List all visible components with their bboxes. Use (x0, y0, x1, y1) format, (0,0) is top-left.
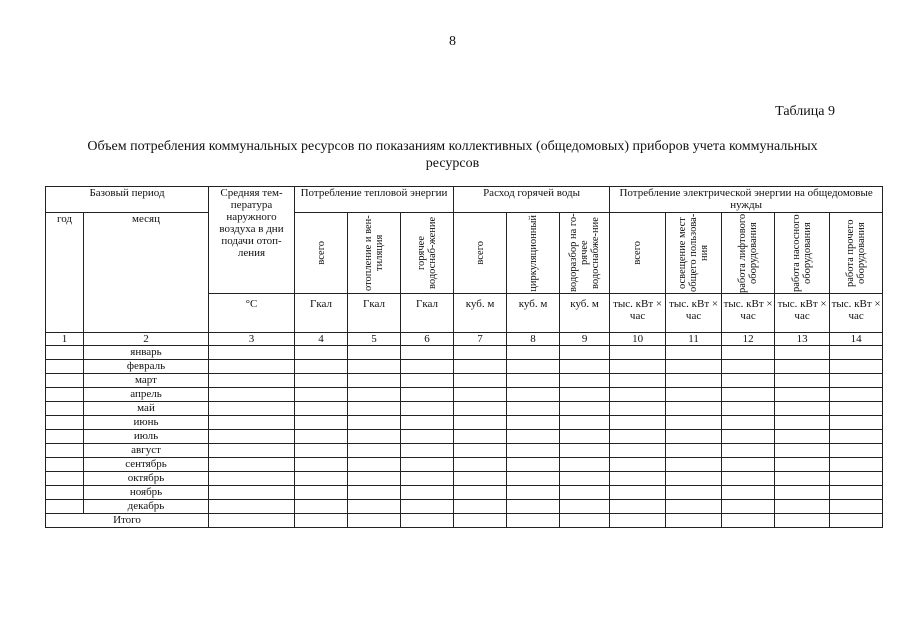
empty-cell (348, 374, 401, 388)
total-row (46, 514, 883, 528)
empty-cell (507, 514, 560, 528)
empty-cell (775, 374, 830, 388)
empty-cell (830, 430, 883, 444)
empty-cell (560, 346, 610, 360)
empty-cell (454, 458, 507, 472)
empty-cell (666, 500, 722, 514)
empty-cell (454, 500, 507, 514)
table-row (46, 374, 883, 388)
empty-cell (507, 416, 560, 430)
empty-cell (722, 472, 775, 486)
empty-cell (401, 416, 454, 430)
empty-cell (507, 388, 560, 402)
empty-cell (722, 486, 775, 500)
unit-cell: куб. м (507, 294, 560, 333)
empty-cell (348, 430, 401, 444)
empty-cell (722, 360, 775, 374)
empty-cell (209, 514, 295, 528)
empty-cell (666, 402, 722, 416)
empty-cell (46, 458, 84, 472)
empty-cell (560, 402, 610, 416)
empty-cell (507, 402, 560, 416)
column-number: 8 (507, 333, 560, 346)
table-label: Таблица 9 (775, 104, 835, 119)
empty-cell (722, 500, 775, 514)
empty-cell (209, 388, 295, 402)
empty-cell (401, 500, 454, 514)
empty-cell (722, 374, 775, 388)
empty-cell (348, 402, 401, 416)
heat-col-hotwater: горячее водоснаб-жение (401, 213, 454, 294)
heat-col-heating: отопление и вен-тиляция (348, 213, 401, 294)
empty-cell (507, 458, 560, 472)
empty-cell (775, 346, 830, 360)
unit-cell: тыс. кВт × час (666, 294, 722, 333)
empty-cell (209, 416, 295, 430)
empty-cell (775, 500, 830, 514)
empty-cell (209, 346, 295, 360)
empty-cell (666, 430, 722, 444)
empty-cell (722, 388, 775, 402)
column-number: 14 (830, 333, 883, 346)
empty-cell (610, 486, 666, 500)
empty-cell (209, 402, 295, 416)
month-cell: октябрь (84, 472, 209, 486)
empty-cell (666, 416, 722, 430)
empty-cell (830, 402, 883, 416)
unit-cell: Гкал (348, 294, 401, 333)
empty-cell (666, 388, 722, 402)
empty-cell (830, 500, 883, 514)
column-number: 1 (46, 333, 84, 346)
hotwater-col-total: всего (454, 213, 507, 294)
empty-cell (722, 416, 775, 430)
empty-cell (775, 388, 830, 402)
empty-cell (401, 444, 454, 458)
empty-cell (209, 374, 295, 388)
month-cell: декабрь (84, 500, 209, 514)
month-cell: июль (84, 430, 209, 444)
empty-cell (775, 514, 830, 528)
column-number: 4 (295, 333, 348, 346)
empty-cell (401, 388, 454, 402)
empty-cell (348, 514, 401, 528)
empty-cell (348, 346, 401, 360)
empty-cell (46, 472, 84, 486)
month-cell: август (84, 444, 209, 458)
column-number: 12 (722, 333, 775, 346)
empty-cell (830, 416, 883, 430)
empty-cell (46, 346, 84, 360)
empty-cell (401, 360, 454, 374)
empty-cell (401, 472, 454, 486)
empty-cell (830, 388, 883, 402)
empty-cell (295, 416, 348, 430)
empty-cell (775, 486, 830, 500)
empty-cell (775, 430, 830, 444)
year-header: год (46, 213, 84, 333)
table-row (46, 472, 883, 486)
empty-cell (401, 458, 454, 472)
empty-cell (507, 500, 560, 514)
elec-col-pump: работа насосного оборудования (775, 213, 830, 294)
column-number: 13 (775, 333, 830, 346)
table-row (46, 346, 883, 360)
unit-cell: тыс. кВт × час (610, 294, 666, 333)
empty-cell (666, 444, 722, 458)
empty-cell (454, 472, 507, 486)
empty-cell (46, 500, 84, 514)
unit-cell: Гкал (401, 294, 454, 333)
empty-cell (454, 402, 507, 416)
column-number: 3 (209, 333, 295, 346)
empty-cell (295, 486, 348, 500)
month-cell: ноябрь (84, 486, 209, 500)
empty-cell (348, 360, 401, 374)
month-cell: май (84, 402, 209, 416)
empty-cell (666, 486, 722, 500)
table-row (46, 360, 883, 374)
table-row (46, 430, 883, 444)
unit-cell: тыс. кВт × час (830, 294, 883, 333)
empty-cell (610, 360, 666, 374)
empty-cell (295, 430, 348, 444)
empty-cell (401, 346, 454, 360)
table-row (46, 500, 883, 514)
empty-cell (775, 402, 830, 416)
empty-cell (610, 402, 666, 416)
empty-cell (454, 374, 507, 388)
empty-cell (610, 346, 666, 360)
empty-cell (46, 374, 84, 388)
elec-col-elevator: работа лифтового оборудования (722, 213, 775, 294)
empty-cell (295, 374, 348, 388)
column-number: 2 (84, 333, 209, 346)
empty-cell (722, 346, 775, 360)
empty-cell (401, 374, 454, 388)
empty-cell (775, 458, 830, 472)
unit-cell: Гкал (295, 294, 348, 333)
empty-cell (209, 500, 295, 514)
empty-cell (348, 444, 401, 458)
elec-col-other: работа прочего оборудования (830, 213, 883, 294)
hotwater-group-header: Расход горячей воды (454, 187, 610, 213)
empty-cell (401, 514, 454, 528)
empty-cell (507, 360, 560, 374)
column-number: 11 (666, 333, 722, 346)
empty-cell (560, 458, 610, 472)
empty-cell (454, 514, 507, 528)
empty-cell (560, 360, 610, 374)
avg-temp-header: Средняя тем-пература наружного воздуха в дни подачи отоп-ления (209, 187, 295, 294)
empty-cell (666, 360, 722, 374)
empty-cell (209, 430, 295, 444)
empty-cell (560, 444, 610, 458)
page-number: 8 (449, 34, 456, 49)
column-number: 6 (401, 333, 454, 346)
empty-cell (830, 374, 883, 388)
empty-cell (507, 430, 560, 444)
empty-cell (454, 360, 507, 374)
empty-cell (507, 486, 560, 500)
empty-cell (46, 360, 84, 374)
column-number: 5 (348, 333, 401, 346)
table-row (46, 444, 883, 458)
empty-cell (401, 486, 454, 500)
table-row (46, 486, 883, 500)
empty-cell (295, 458, 348, 472)
table-row (46, 402, 883, 416)
empty-cell (830, 514, 883, 528)
empty-cell (666, 374, 722, 388)
column-number: 10 (610, 333, 666, 346)
base-period-header: Базовый период (46, 187, 209, 213)
empty-cell (209, 458, 295, 472)
elec-col-total: всего (610, 213, 666, 294)
empty-cell (295, 388, 348, 402)
hotwater-col-draw: водоразбор на го-рячее водоснабже-ние (560, 213, 610, 294)
empty-cell (830, 458, 883, 472)
empty-cell (830, 486, 883, 500)
empty-cell (401, 430, 454, 444)
table-row (46, 388, 883, 402)
empty-cell (454, 430, 507, 444)
empty-cell (209, 472, 295, 486)
empty-cell (775, 472, 830, 486)
empty-cell (722, 514, 775, 528)
empty-cell (830, 346, 883, 360)
empty-cell (454, 388, 507, 402)
month-cell: январь (84, 346, 209, 360)
empty-cell (610, 430, 666, 444)
empty-cell (46, 430, 84, 444)
empty-cell (454, 416, 507, 430)
empty-cell (775, 444, 830, 458)
empty-cell (209, 360, 295, 374)
unit-cell: куб. м (560, 294, 610, 333)
empty-cell (722, 444, 775, 458)
empty-cell (295, 444, 348, 458)
empty-cell (666, 472, 722, 486)
hotwater-col-circulation: циркуляционный (507, 213, 560, 294)
empty-cell (830, 360, 883, 374)
month-cell: сентябрь (84, 458, 209, 472)
empty-cell (46, 388, 84, 402)
empty-cell (560, 416, 610, 430)
empty-cell (295, 472, 348, 486)
empty-cell (507, 472, 560, 486)
empty-cell (46, 486, 84, 500)
empty-cell (610, 416, 666, 430)
empty-cell (610, 388, 666, 402)
empty-cell (775, 360, 830, 374)
empty-cell (722, 458, 775, 472)
column-number: 9 (560, 333, 610, 346)
empty-cell (348, 472, 401, 486)
empty-cell (454, 444, 507, 458)
empty-cell (295, 360, 348, 374)
empty-cell (507, 374, 560, 388)
empty-cell (348, 486, 401, 500)
empty-cell (46, 444, 84, 458)
empty-cell (295, 346, 348, 360)
empty-cell (560, 374, 610, 388)
empty-cell (507, 444, 560, 458)
empty-cell (507, 346, 560, 360)
unit-cell: °С (209, 294, 295, 333)
elec-group-header: Потребление электрической энергии на общедомовые нужды (610, 187, 883, 213)
empty-cell (401, 402, 454, 416)
consumption-table (45, 186, 883, 528)
empty-cell (46, 402, 84, 416)
empty-cell (610, 444, 666, 458)
heat-col-total: всего (295, 213, 348, 294)
empty-cell (348, 416, 401, 430)
empty-cell (775, 416, 830, 430)
column-number: 7 (454, 333, 507, 346)
empty-cell (295, 500, 348, 514)
empty-cell (46, 416, 84, 430)
empty-cell (830, 444, 883, 458)
empty-cell (666, 514, 722, 528)
document-title: Объем потребления коммунальных ресурсов по показаниям коллективных (общедомовых) приборов учета коммунальных ресурсов (87, 139, 818, 171)
empty-cell (348, 388, 401, 402)
empty-cell (610, 514, 666, 528)
empty-cell (722, 402, 775, 416)
empty-cell (454, 486, 507, 500)
month-cell: февраль (84, 360, 209, 374)
empty-cell (209, 444, 295, 458)
total-label: Итого (46, 514, 209, 528)
empty-cell (830, 472, 883, 486)
empty-cell (560, 430, 610, 444)
heat-group-header: Потребление тепловой энергии (295, 187, 454, 213)
empty-cell (560, 486, 610, 500)
empty-cell (348, 458, 401, 472)
unit-cell: тыс. кВт × час (722, 294, 775, 333)
empty-cell (454, 346, 507, 360)
empty-cell (348, 500, 401, 514)
elec-col-lighting: освещение мест общего пользова-ния (666, 213, 722, 294)
empty-cell (610, 458, 666, 472)
empty-cell (295, 402, 348, 416)
unit-cell: тыс. кВт × час (775, 294, 830, 333)
empty-cell (610, 472, 666, 486)
empty-cell (209, 486, 295, 500)
month-header: месяц (84, 213, 209, 333)
month-cell: июнь (84, 416, 209, 430)
empty-cell (722, 430, 775, 444)
empty-cell (610, 374, 666, 388)
empty-cell (295, 514, 348, 528)
month-cell: апрель (84, 388, 209, 402)
unit-cell: куб. м (454, 294, 507, 333)
table-row (46, 416, 883, 430)
empty-cell (666, 458, 722, 472)
empty-cell (666, 346, 722, 360)
empty-cell (610, 500, 666, 514)
empty-cell (560, 514, 610, 528)
empty-cell (560, 500, 610, 514)
month-cell: март (84, 374, 209, 388)
empty-cell (560, 388, 610, 402)
table-row (46, 458, 883, 472)
empty-cell (560, 472, 610, 486)
